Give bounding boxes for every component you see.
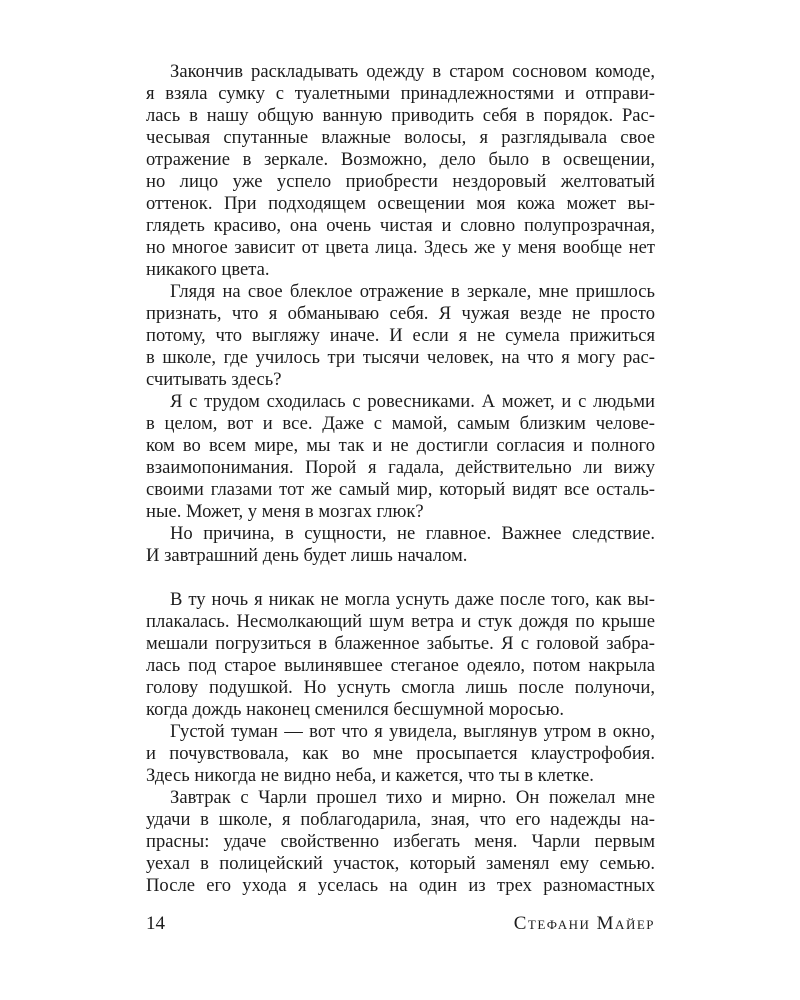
text-line: ком во всем мире, мы так и не достигли согласия и полного bbox=[146, 435, 655, 456]
running-footer-author: Стефани Майер bbox=[513, 913, 655, 934]
text-line: когда дождь наконец сменился бесшумной моросью. bbox=[146, 699, 565, 720]
text-line: никакого цвета. bbox=[146, 259, 270, 280]
text-line: удачи в школе, я поблагодарила, зная, что его надежды на- bbox=[146, 809, 655, 830]
text-line: Закончив раскладывать одежду в старом сосновом комоде, bbox=[170, 61, 655, 82]
text-line: мешали погрузиться в блаженное забытье. Я с головой забра- bbox=[146, 633, 655, 654]
text-line: потому, что выгляжу иначе. И если я не сумела прижиться bbox=[146, 325, 655, 346]
text-line: прасны: удаче свойственно избегать меня. Чарли первым bbox=[146, 831, 655, 852]
text-line: в школе, где училось три тысячи человек, на что я могу рас- bbox=[146, 347, 655, 368]
text-line: Густой туман — вот что я увидела, выглянув утром в окно, bbox=[170, 721, 655, 742]
text-line: лась в нашу общую ванную приводить себя в порядок. Рас- bbox=[146, 105, 655, 126]
text-line: но лицо уже успело приобрести нездоровый желтоватый bbox=[146, 171, 655, 192]
text-line: своими глазами тот же самый мир, который видят все осталь- bbox=[146, 479, 655, 500]
text-line: уехал в полицейский участок, который заменял ему семью. bbox=[146, 853, 655, 874]
text-line: взаимопонимания. Порой я гадала, действительно ли вижу bbox=[146, 457, 655, 478]
text-line: Я с трудом сходилась с ровесниками. А может, и с людьми bbox=[170, 391, 655, 412]
text-line: Но причина, в сущности, не главное. Важнее следствие. bbox=[170, 523, 655, 544]
text-line: считывать здесь? bbox=[146, 369, 282, 390]
text-line: плакалась. Несмолкающий шум ветра и стук дождя по крыше bbox=[146, 611, 655, 632]
text-line: чесывая спутанные влажные волосы, я разглядывала свое bbox=[146, 127, 655, 148]
text-line: признать, что я обманываю себя. Я чужая везде не просто bbox=[146, 303, 655, 324]
text-line: голову подушкой. Но уснуть смогла лишь после полуночи, bbox=[146, 677, 655, 698]
text-line: лась под старое вылинявшее стеганое одеяло, потом накрыла bbox=[146, 655, 655, 676]
book-page bbox=[146, 0, 655, 1000]
text-line: После его ухода я уселась на один из трех разномастных bbox=[146, 875, 655, 896]
text-line: отражение в зеркале. Возможно, дело было в освещении, bbox=[146, 149, 655, 170]
text-line: Здесь никогда не видно неба, и кажется, что ты в клетке. bbox=[146, 765, 594, 786]
text-line: в целом, вот и все. Даже с мамой, самым близким челове- bbox=[146, 413, 655, 434]
text-line: ные. Может, у меня в мозгах глюк? bbox=[146, 501, 424, 522]
text-line: оттенок. При подходящем освещении моя кожа может вы- bbox=[146, 193, 655, 214]
page-number: 14 bbox=[146, 913, 165, 934]
text-line: Завтрак с Чарли прошел тихо и мирно. Он пожелал мне bbox=[170, 787, 655, 808]
text-line: И завтрашний день будет лишь началом. bbox=[146, 545, 468, 566]
text-line: я взяла сумку с туалетными принадлежностями и отправи- bbox=[146, 83, 655, 104]
text-line: но многое зависит от цвета лица. Здесь же у меня вообще нет bbox=[146, 237, 655, 258]
text-line: В ту ночь я никак не могла уснуть даже после того, как вы- bbox=[170, 589, 655, 610]
text-line: Глядя на свое блеклое отражение в зеркале, мне пришлось bbox=[170, 281, 655, 302]
text-line: и почувствовала, как во мне просыпается клаустрофобия. bbox=[146, 743, 655, 764]
text-line: глядеть красиво, она очень чистая и словно полупрозрачная, bbox=[146, 215, 655, 236]
